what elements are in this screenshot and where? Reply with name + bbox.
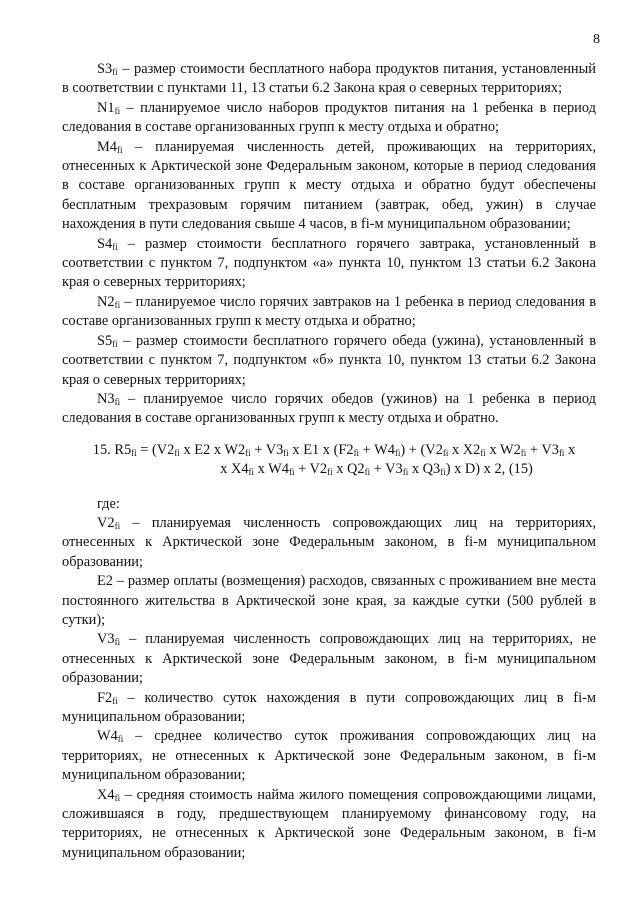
definition-text: – планируемая численность сопровождающих лиц на территориях, отнесенных к Арктической зоне Федеральным законом, в fi-м муниципальном образовании; (62, 514, 596, 570)
formula-line-1: 15. $R5_{fi} = (V2_{fi}$ x E2 x $W2_{fi} + V3_{fi}$ x E1 x $(F2_{fi} + W4_{fi}) + (V2_{fi}$ x $X2_{fi}$ x $W2_{fi} + V3_{fi}$ x (92, 441, 576, 458)
variable-subscript: fi (112, 338, 118, 349)
variable-symbol: V2 (97, 514, 115, 531)
definition-paragraph (62, 293, 596, 332)
variable-symbol: S5 (97, 332, 113, 349)
variable-subscript: fi (114, 792, 121, 803)
definition-text: – планируемое число горячих обедов (ужинов) на 1 ребенка в период следования в составе организованных групп к месту отдыха и обратно. (62, 390, 596, 427)
definition-paragraph (62, 689, 596, 728)
definition-paragraph (62, 786, 596, 864)
definition-paragraph (62, 99, 596, 138)
definition-paragraph (62, 138, 596, 235)
formula-15 (62, 441, 596, 480)
definitions-list-bottom (62, 514, 596, 863)
variable-subscript: fi (114, 396, 121, 407)
definition-text: – размер стоимости бесплатного горячего обеда (ужина), установленный в соответствии с пунктом 7, подпунктом «б» пункта 10, пунктом 13 статьи 6.2 Закона края о северных территориях; (62, 332, 596, 388)
variable-subscript: fi (117, 734, 124, 745)
variable-symbol: W4 (97, 728, 118, 745)
variable-symbol: N1 (97, 99, 115, 116)
variable-symbol: V3 (97, 631, 115, 648)
definition-paragraph (62, 514, 596, 572)
variable-subscript: fi (112, 67, 118, 77)
definition-text: – средняя стоимость найма жилого помещения сопровождающими лицами, сложившаяся в году, предшествующем планируемому финансовому году, на территориях, не отнесенных к Арктической зоне Федеральным законом, в fi-м муниципальном образовании; (62, 786, 596, 861)
variable-subscript: fi (114, 637, 121, 648)
variable-symbol: F2 (97, 689, 113, 706)
formula-line-2: x $X4_{fi}$ x $W4_{fi} + V2_{fi}$ x $Q2_{fi} + V3_{fi}$ x $Q3_{fi}$) x D) x 2, (15) (220, 461, 533, 478)
definition-paragraph (62, 572, 596, 630)
document-body (62, 60, 596, 863)
definition-paragraph (62, 630, 596, 688)
definition-text: – планируемая численность сопровождающих лиц на территориях, не отнесенных к Арктической зоне Федеральным законом, в fi-м муниципальном образовании; (62, 631, 596, 687)
page-number: 8 (593, 32, 600, 47)
variable-subscript: fi (112, 695, 118, 706)
variable-subscript: fi (114, 520, 121, 531)
definition-text: – размер стоимости бесплатного горячего завтрака, установленный в соответствии с пунктом 7, подпунктом «а» пункта 10, пунктом 13 статьи 6.2 Закона края о северных территориях; (62, 235, 596, 291)
variable-symbol: M4 (97, 138, 117, 155)
definition-text: – планируемая численность детей, проживающих на территориях, отнесенных к Арктической зоне Федеральным законом, которые в период следования в составе организованных групп к месту отдыха и обратно будут обеспечены бесплатным трехразовым горячим питанием (завтрак, обед, ужин) в случае нахождения в пути следования свыше 4 часов, в fi-м муниципальном образовании; (62, 138, 596, 233)
definition-text: – планируемое число горячих завтраков на 1 ребенка в период следования в составе организованных групп к месту отдыха и обратно; (62, 293, 596, 330)
variable-subscript: fi (114, 105, 121, 116)
definition-paragraph (62, 60, 596, 99)
where-label: где: (97, 495, 120, 512)
variable-symbol: X4 (97, 786, 115, 803)
variable-symbol: N3 (97, 390, 115, 407)
definition-text: – размер стоимости бесплатного набора продуктов питания, установленный в соответствии с пунктами 11, 13 статьи 6.2 Закона края о северных территориях; (62, 61, 596, 97)
variable-symbol: N2 (97, 293, 115, 310)
definitions-list-top (62, 60, 596, 429)
variable-subscript: fi (112, 241, 118, 252)
variable-subscript: fi (117, 144, 123, 155)
variable-symbol: S4 (97, 235, 113, 252)
variable-symbol: S3 (97, 61, 113, 77)
definition-text: – планируемое число наборов продуктов питания на 1 ребенка в период следования в составе организованных групп к месту отдыха и обратно; (62, 99, 596, 136)
definition-text: – количество суток нахождения в пути сопровождающих лиц в fi-м муниципальном образовании; (62, 689, 596, 725)
definition-paragraph (62, 332, 596, 390)
definition-text: – размер оплаты (возмещения) расходов, связанных с проживанием вне места постоянного жительства в Арктической зоне края, за каждые сутки (500 рублей в сутки); (62, 573, 596, 628)
definition-paragraph (62, 235, 596, 293)
variable-symbol: E2 (97, 573, 113, 590)
definition-text: – среднее количество суток проживания сопровождающих лиц на территориях, не отнесенных к Арктической зоне Федеральным законом, в fi-м муниципальном образовании; (62, 728, 596, 784)
definition-paragraph (62, 390, 596, 429)
definition-paragraph (62, 727, 596, 785)
variable-subscript: fi (114, 299, 121, 310)
